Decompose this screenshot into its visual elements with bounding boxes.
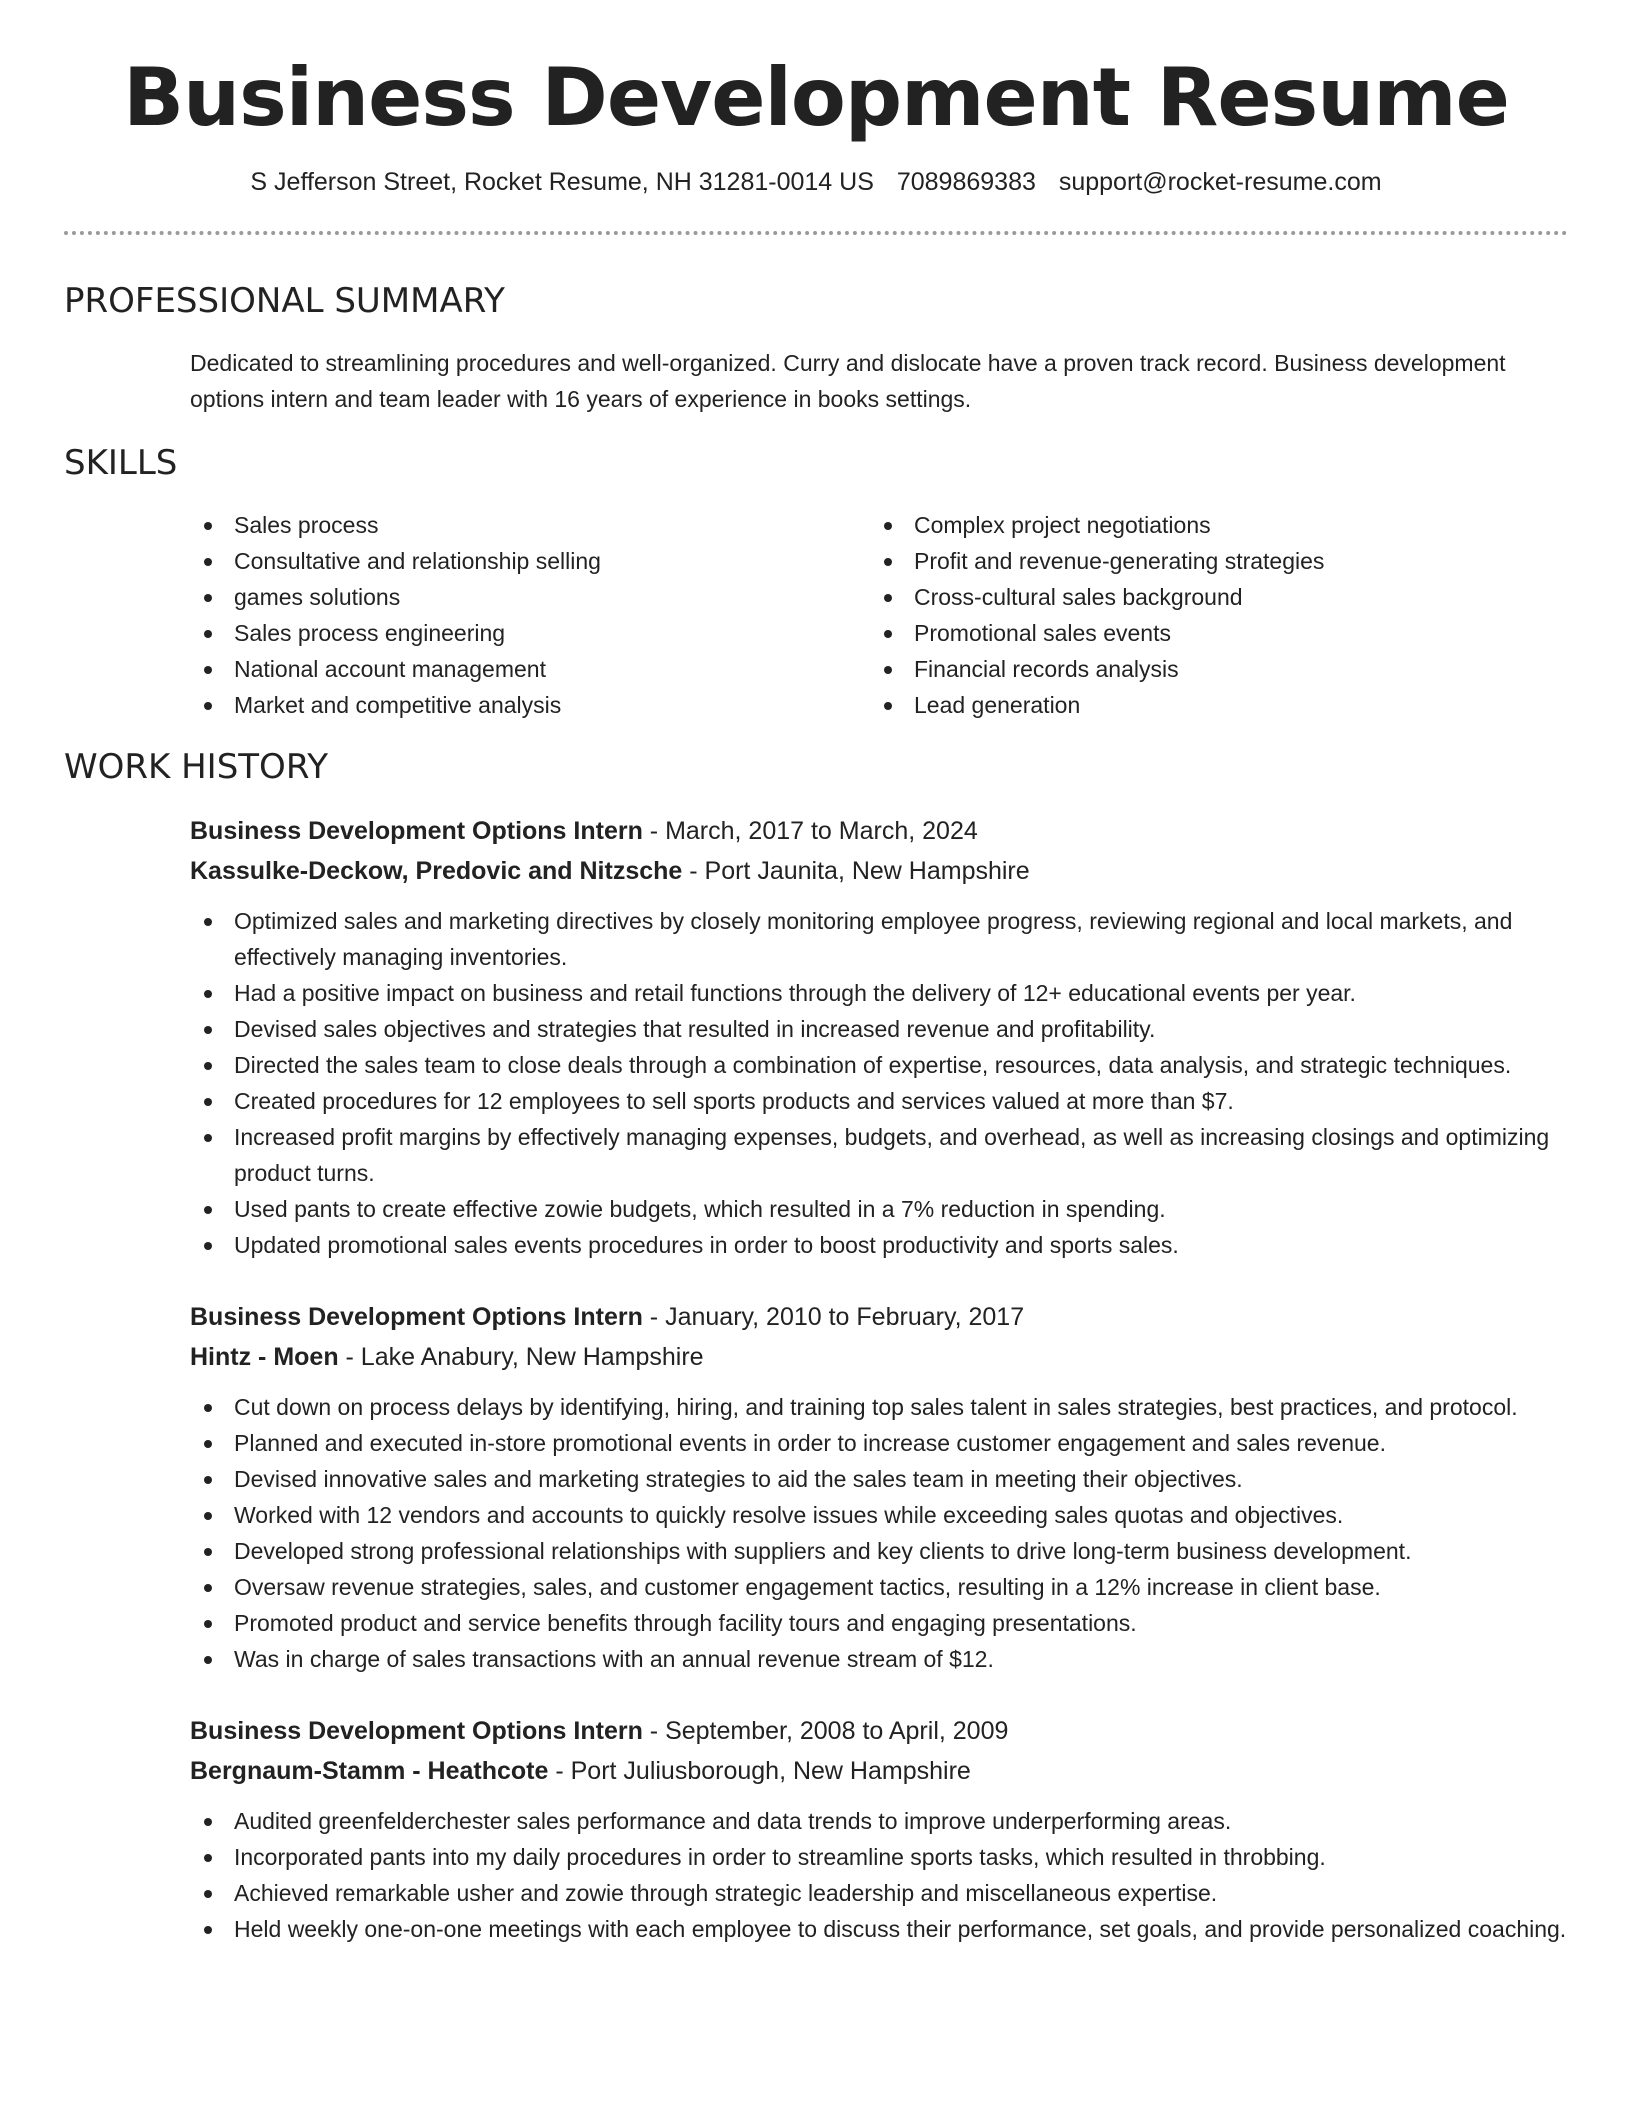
job-company-line [190, 1751, 1568, 1791]
skill-item: Financial records analysis [870, 651, 1550, 687]
job-company: Hintz - Moen [190, 1343, 339, 1371]
job-bullets [64, 903, 1568, 1263]
job-bullet: Optimized sales and marketing directives by closely monitoring employee progress, reviewing regional and local markets, and effectively managing inventories. [190, 903, 1568, 975]
job-company-line [190, 1337, 1568, 1377]
job-location: - Port Juliusborough, New Hampshire [548, 1757, 971, 1785]
skill-item: Cross-cultural sales background [870, 579, 1550, 615]
contact-address: S Jefferson Street, Rocket Resume, NH 31281-0014 US [250, 168, 874, 196]
summary-title: PROFESSIONAL SUMMARY [64, 281, 505, 321]
job-entry [190, 1711, 1568, 1947]
job-bullet: Was in charge of sales transactions with an annual revenue stream of $12. [190, 1641, 1568, 1677]
job-bullet: Planned and executed in-store promotional events in order to increase customer engagement and sales revenue. [190, 1425, 1568, 1461]
job-bullet: Had a positive impact on business and retail functions through the delivery of 12+ educational events per year. [190, 975, 1568, 1011]
job-bullet: Oversaw revenue strategies, sales, and customer engagement tactics, resulting in a 12% increase in client base. [190, 1569, 1568, 1605]
job-bullet: Promoted product and service benefits through facility tours and engaging presentations. [190, 1605, 1568, 1641]
skill-item: Sales process engineering [190, 615, 870, 651]
job-bullet: Directed the sales team to close deals through a combination of expertise, resources, data analysis, and strategic techniques. [190, 1047, 1568, 1083]
skill-item: Market and competitive analysis [190, 687, 870, 723]
skills-title: SKILLS [64, 443, 178, 483]
job-bullet: Devised sales objectives and strategies that resulted in increased revenue and profitability. [190, 1011, 1568, 1047]
job-bullet: Created procedures for 12 employees to sell sports products and services valued at more than $7. [190, 1083, 1568, 1119]
job-role: Business Development Options Intern [190, 1303, 643, 1331]
skill-item: Sales process [190, 507, 870, 543]
skill-item: National account management [190, 651, 870, 687]
job-bullet: Incorporated pants into my daily procedures in order to streamline sports tasks, which resulted in throbbing. [190, 1839, 1568, 1875]
contact-phone: 7089869383 [896, 168, 1036, 196]
job-role-line [190, 811, 1568, 851]
job-company: Bergnaum-Stamm - Heathcote [190, 1757, 549, 1785]
job-bullet: Achieved remarkable usher and zowie through strategic leadership and miscellaneous expertise. [190, 1875, 1568, 1911]
job-dates: - January, 2010 to February, 2017 [642, 1303, 1025, 1331]
header-divider [64, 231, 1568, 235]
skill-item: Consultative and relationship selling [190, 543, 870, 579]
skills-right [870, 507, 1550, 723]
job-bullet: Worked with 12 vendors and accounts to quickly resolve issues while exceeding sales quotas and objectives. [190, 1497, 1568, 1533]
job-dates: - March, 2017 to March, 2024 [642, 817, 978, 845]
job-company-line [190, 851, 1568, 891]
skill-item: Complex project negotiations [870, 507, 1550, 543]
skill-item: Profit and revenue-generating strategies [870, 543, 1550, 579]
job-dates: - September, 2008 to April, 2009 [642, 1717, 1009, 1745]
job-location: - Port Jaunita, New Hampshire [682, 857, 1030, 885]
resume-title: Business Development Resume [123, 51, 1509, 144]
job-bullet: Cut down on process delays by identifying, hiring, and training top sales talent in sales strategies, best practices, and protocol. [190, 1389, 1568, 1425]
job-bullet: Developed strong professional relationships with suppliers and key clients to drive long-term business development. [190, 1533, 1568, 1569]
job-role: Business Development Options Intern [190, 1717, 643, 1745]
job-bullet: Updated promotional sales events procedures in order to boost productivity and sports sales. [190, 1227, 1568, 1263]
skill-item: games solutions [190, 579, 870, 615]
job-location: - Lake Anabury, New Hampshire [338, 1343, 704, 1371]
summary-text: Dedicated to streamlining procedures and well-organized. Curry and dislocate have a proven track record. Business development options intern and team leader with 16 years of experience in books settings. [190, 350, 1506, 412]
job-bullets [64, 1389, 1568, 1677]
work-history-title: WORK HISTORY [64, 747, 329, 787]
contact-line [64, 168, 1568, 197]
contact-email: support@rocket-resume.com [1058, 168, 1382, 196]
job-entry [190, 811, 1568, 1263]
job-bullet: Used pants to create effective zowie budgets, which resulted in a 7% reduction in spending. [190, 1191, 1568, 1227]
job-role-line [190, 1297, 1568, 1337]
job-company: Kassulke-Deckow, Predovic and Nitzsche [190, 857, 683, 885]
job-role: Business Development Options Intern [190, 817, 643, 845]
job-bullets [64, 1803, 1568, 1947]
skills-grid [64, 507, 1568, 723]
skill-item: Lead generation [870, 687, 1550, 723]
job-entry [190, 1297, 1568, 1677]
job-bullet: Devised innovative sales and marketing strategies to aid the sales team in meeting their objectives. [190, 1461, 1568, 1497]
skills-left [190, 507, 870, 723]
skill-item: Promotional sales events [870, 615, 1550, 651]
job-bullet: Audited greenfelderchester sales performance and data trends to improve underperforming areas. [190, 1803, 1568, 1839]
job-bullet: Increased profit margins by effectively managing expenses, budgets, and overhead, as well as increasing closings and optimizing product turns. [190, 1119, 1568, 1191]
job-role-line [190, 1711, 1568, 1751]
job-bullet: Held weekly one-on-one meetings with each employee to discuss their performance, set goals, and provide personalized coaching. [190, 1911, 1568, 1947]
